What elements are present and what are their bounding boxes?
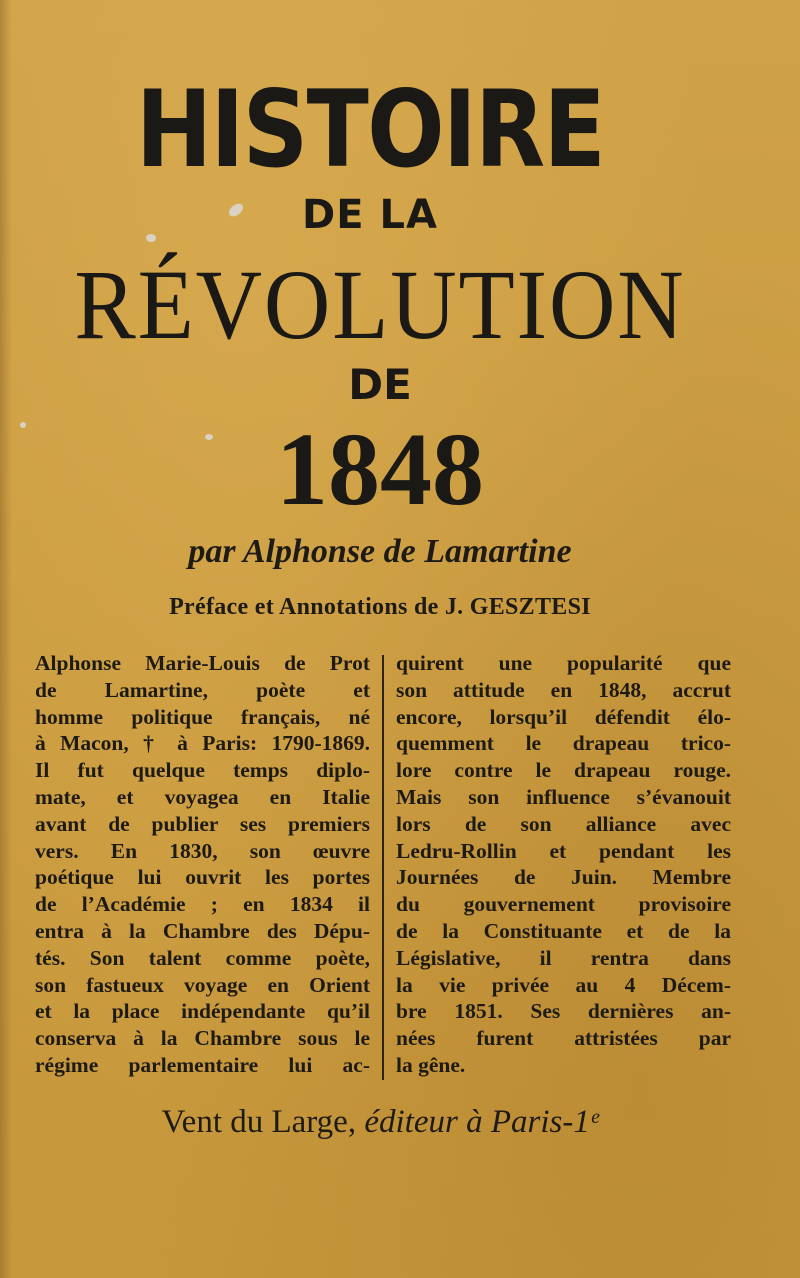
biography-line: du gouvernement provisoire [396, 892, 731, 917]
biography-line: la vie privée au 4 Décem- [396, 972, 731, 997]
biography-line: bre 1851. Ses dernières an- [396, 999, 731, 1024]
paper-speck [146, 234, 156, 242]
biography-line: Législative, il rentra dans [396, 945, 731, 970]
biography-line: de Lamartine, poète et [35, 677, 370, 702]
title-histoire: HISTOIRE [135, 68, 605, 191]
paper-speck [20, 422, 26, 428]
biography-line: Alphonse Marie-Louis de Prot [35, 651, 370, 675]
biography-line: Il fut quelque temps diplo- [35, 758, 370, 783]
biography-line: avant de publier ses premiers [35, 811, 370, 836]
biography-line: poétique lui ouvrit les portes [35, 865, 370, 890]
biography-line: son attitude en 1848, accrut [396, 677, 731, 702]
biography-line: mate, et voyagea en Italie [35, 784, 370, 809]
biography-right-column [396, 650, 731, 1079]
preface-line: Préface et Annotations de J. GESZTESI [169, 594, 591, 620]
publisher-line [0, 1100, 760, 1144]
publisher-location: éditeur à Paris-1ᵉ [364, 1104, 599, 1140]
biography-line: Journées de Juin. Membre [396, 865, 731, 890]
author-line: par Alphonse de Lamartine [188, 533, 572, 570]
title-year: 1848 [276, 412, 484, 527]
biography-line: la gêne. [396, 1052, 466, 1077]
biography-line: quemment le drapeau trico- [396, 731, 731, 756]
biography-line: à Macon, † à Paris: 1790-1869. [35, 731, 370, 756]
biography-line: quirent une popularité que [396, 651, 731, 675]
biography-left-column [35, 650, 370, 1079]
biography-line: entra à la Chambre des Dépu- [35, 918, 370, 943]
biography-line: de l’Académie ; en 1834 il [35, 892, 370, 917]
title-de: DE [348, 360, 412, 409]
biography-line: et la place indépendante qu’il [35, 999, 370, 1024]
biography-line: Ledru-Rollin et pendant les [396, 838, 731, 863]
biography-line: lors de son alliance avec [396, 811, 731, 836]
biography-line: régime parlementaire lui ac- [35, 1052, 370, 1077]
biography-line: encore, lorsqu’il défendit élo- [396, 704, 731, 729]
biography-line: tés. Son talent comme poète, [35, 945, 370, 970]
biography-line: nées furent attristées par [396, 1026, 731, 1051]
title-revolution: RÉVOLUTION [74, 249, 686, 360]
biography-line: conserva à la Chambre sous le [35, 1026, 370, 1051]
paper-speck [205, 434, 213, 440]
biography-line: Mais son influence s’évanouit [396, 784, 731, 809]
biography-line: son fastueux voyage en Orient [35, 972, 370, 997]
biography-line: homme politique français, né [35, 704, 370, 729]
biography-line: lore contre le drapeau rouge. [396, 758, 731, 783]
publisher-name: Vent du Large, [161, 1104, 357, 1140]
title-de-la: DE LA [302, 192, 438, 238]
column-divider [382, 655, 384, 1080]
biography-line: de la Constituante et de la [396, 918, 731, 943]
biography-line: vers. En 1830, son œuvre [35, 838, 370, 863]
